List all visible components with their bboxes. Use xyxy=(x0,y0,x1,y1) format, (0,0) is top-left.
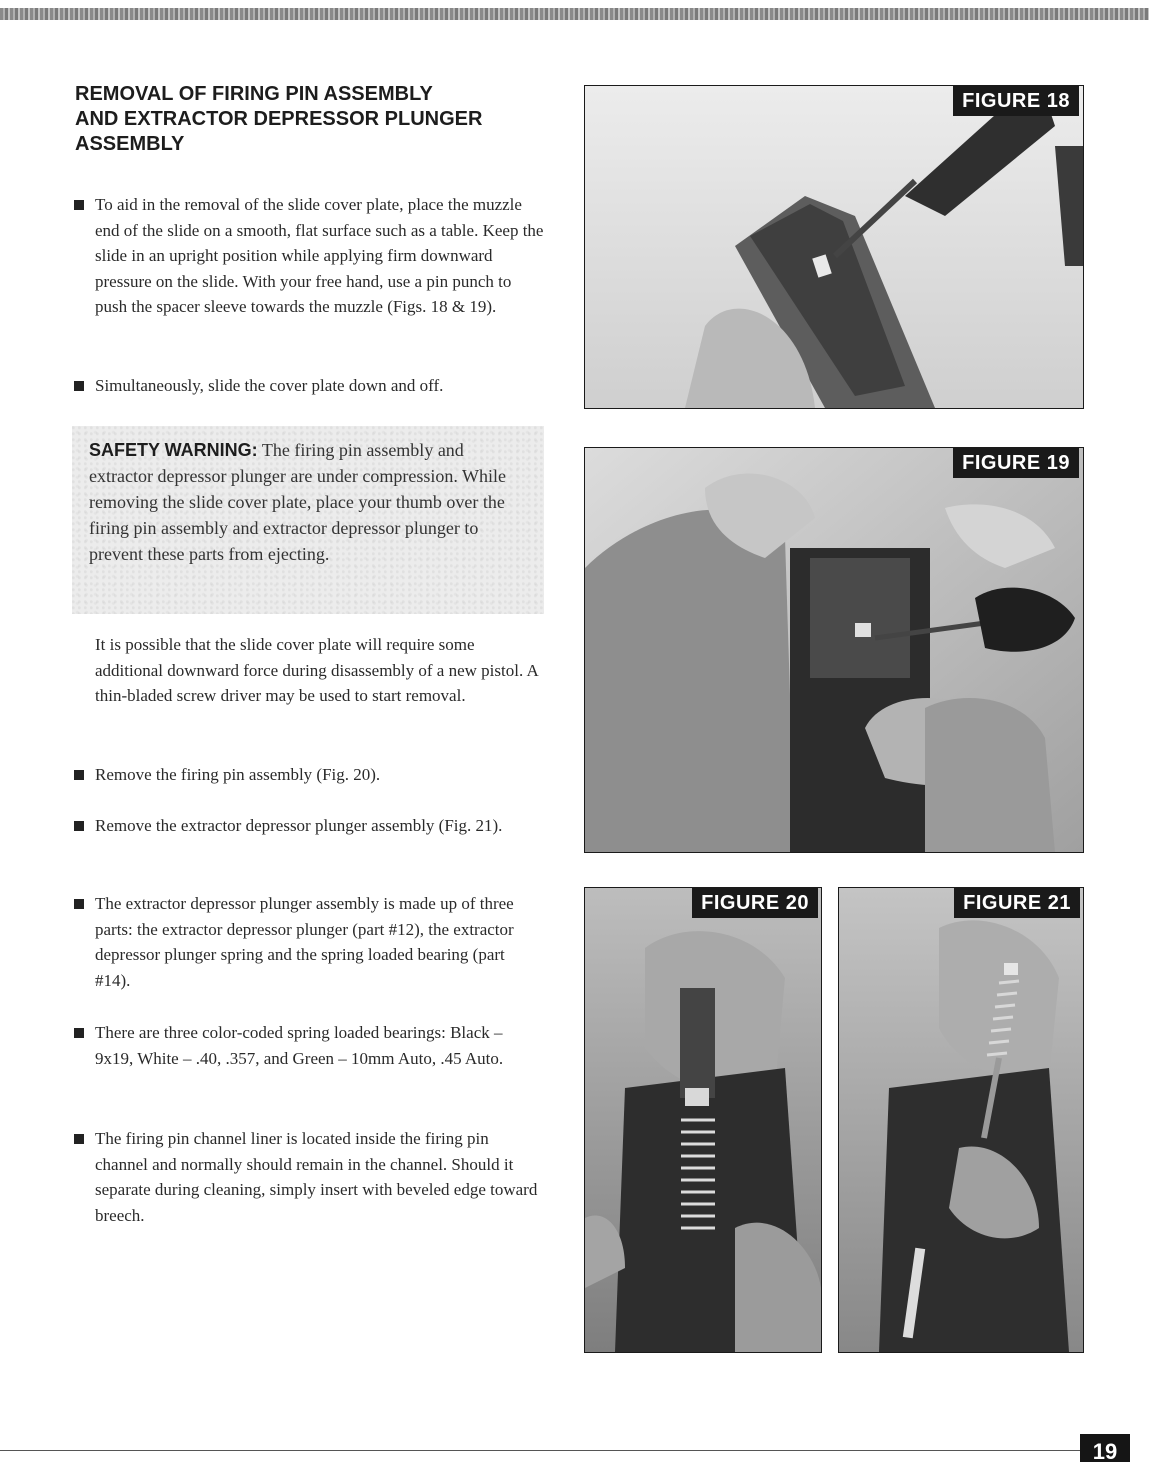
heading-line-3: ASSEMBLY xyxy=(75,133,185,155)
bullet-item-cover-plate xyxy=(74,373,544,399)
bullet-item-plunger-parts xyxy=(74,891,544,993)
figure-21-label: FIGURE 21 xyxy=(954,888,1080,918)
figure-21-illustration xyxy=(839,888,1083,1352)
bullet-text: Remove the firing pin assembly (Fig. 20). xyxy=(95,765,381,784)
bullet-text: Simultaneously, slide the cover plate down and off. xyxy=(95,376,444,395)
bullet-marker xyxy=(74,770,84,780)
bullet-text: The firing pin channel liner is located inside the firing pin channel and normally should remain in the channel. Should it separate during cleaning, simply insert with beveled edge toward breech. xyxy=(95,1129,538,1225)
safety-warning-body: The firing pin assembly and extractor depressor plunger are under compression. While removing the slide cover plate, place your thumb over the firing pin assembly and extractor depressor plunger to prevent these parts from ejecting. xyxy=(89,440,507,564)
top-scan-strip xyxy=(0,8,1149,20)
bullet-item-slide-cover xyxy=(74,192,544,320)
bullet-text: The extractor depressor plunger assembly is made up of three parts: the extractor depressor plunger (part #12), the extractor depressor plunger spring and the spring loaded bearing (part #14). xyxy=(95,894,514,990)
figure-20-label: FIGURE 20 xyxy=(692,888,818,918)
bullet-marker xyxy=(74,899,84,909)
bullet-marker xyxy=(74,1134,84,1144)
bullet-item-color-bearings xyxy=(74,1020,544,1071)
safety-warning-text xyxy=(89,437,529,567)
removal-paragraph: It is possible that the slide cover plate will require some additional downward force during disassembly of a new pistol. A thin-bladed screw driver may be used to start removal. xyxy=(95,635,538,705)
figure-21-photo xyxy=(838,887,1084,1353)
bullet-marker xyxy=(74,381,84,391)
figure-19-illustration xyxy=(585,448,1083,852)
figure-18-photo xyxy=(584,85,1084,409)
bullet-text: Remove the extractor depressor plunger assembly (Fig. 21). xyxy=(95,816,503,835)
page-number xyxy=(1080,1434,1130,1462)
bullet-item-remove-plunger xyxy=(74,813,544,839)
bullet-marker xyxy=(74,1028,84,1038)
bullet-marker xyxy=(74,821,84,831)
bullet-item-channel-liner xyxy=(74,1126,544,1228)
figure-18-label: FIGURE 18 xyxy=(953,86,1079,116)
figure-20-illustration xyxy=(585,888,821,1352)
bottom-rule xyxy=(0,1450,1080,1451)
bullet-text: There are three color-coded spring loaded bearings: Black – 9x19, White – .40, .357, and Green – 10mm Auto, .45 Auto. xyxy=(95,1023,504,1068)
safety-warning-label: SAFETY WARNING: xyxy=(89,440,258,460)
section-heading xyxy=(75,82,565,157)
bullet-item-remove-firing-pin xyxy=(74,762,544,788)
heading-line-2: AND EXTRACTOR DEPRESSOR PLUNGER xyxy=(75,108,483,130)
heading-line-1: REMOVAL OF FIRING PIN ASSEMBLY xyxy=(75,83,433,105)
figure-19-photo xyxy=(584,447,1084,853)
bullet-text: To aid in the removal of the slide cover plate, place the muzzle end of the slide on a smooth, flat surface such as a table. Keep the slide in an upright position while applying firm downward pressure on the slide. With your free hand, use a pin punch to push the spacer sleeve towards the muzzle (Figs. 18 & 19). xyxy=(95,195,544,316)
figure-19-label: FIGURE 19 xyxy=(953,448,1079,478)
figure-18-illustration xyxy=(585,86,1083,408)
bullet-marker xyxy=(74,200,84,210)
page-number-text: 19 xyxy=(1092,1439,1118,1462)
figure-20-photo xyxy=(584,887,822,1353)
safety-warning-box xyxy=(72,426,544,614)
